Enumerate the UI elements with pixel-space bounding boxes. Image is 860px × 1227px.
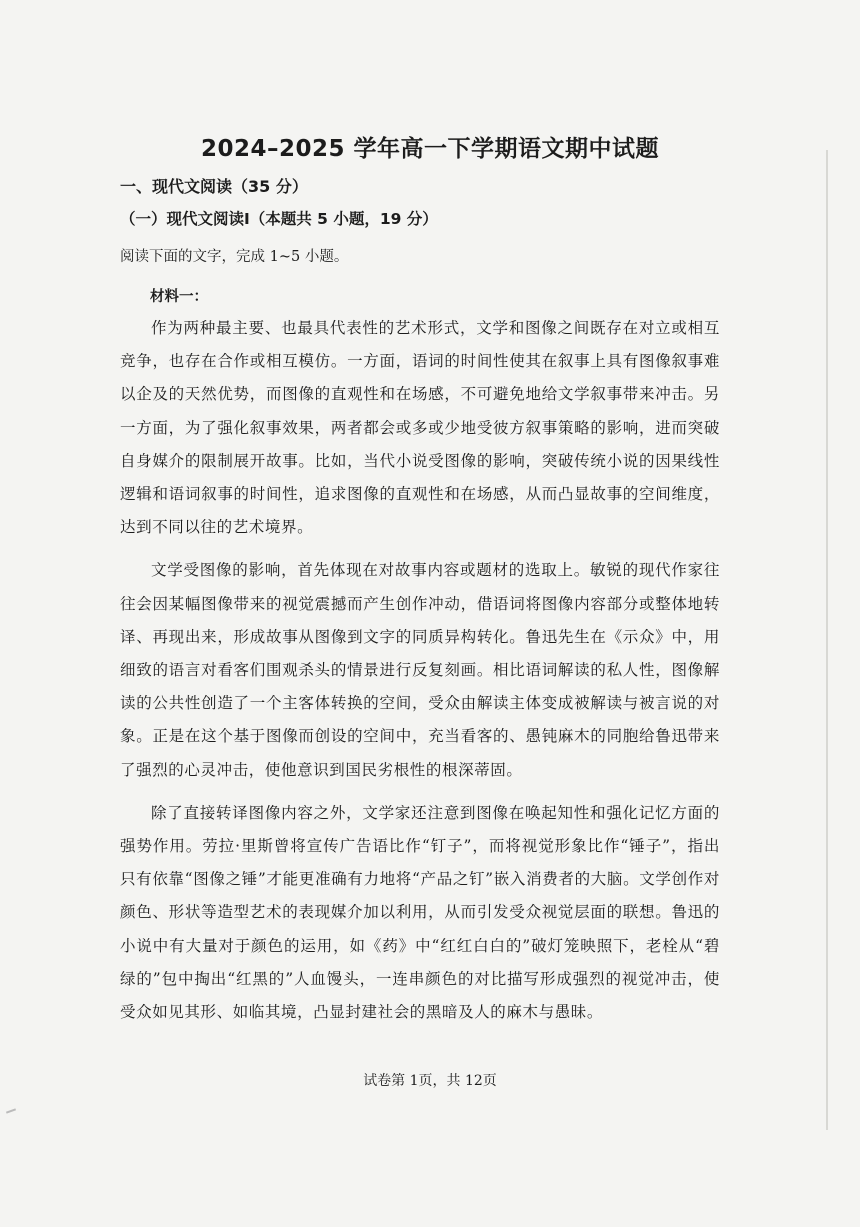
paragraph: 作为两种最主要、也最具代表性的艺术形式，文学和图像之间既存在对立或相互竞争，也存在合作或相互模仿。一方面，语词的时间性使其在叙事上具有图像叙事难以企及的天然优势，而图像的直观性和在场感，不可避免地给文学叙事带来冲击。另一方面，为了强化叙事效果，两者都会或多或少地受彼方叙事策略的影响，进而突破自身媒介的限制展开故事。比如，当代小说受图像的影响，突破传统小说的因果线性逻辑和语词叙事的时间性，追求图像的直观性和在场感，从而凸显故事的空间维度，达到不同以往的艺术境界。: [120, 319, 720, 537]
section-heading: 一、现代文阅读（35 分）: [120, 177, 308, 196]
scan-mark: [6, 1108, 16, 1113]
material-label: 材料一：: [150, 289, 208, 305]
page-footer: 试卷第 1页，共 12页: [363, 1073, 497, 1089]
exam-title: 2024–2025 学年高一下学期语文期中试题: [200, 136, 660, 162]
paragraph: 文学受图像的影响，首先体现在对故事内容或题材的选取上。敏锐的现代作家往往会因某幅图像带来的视觉震撼而产生创作冲动，借语词将图像内容部分或整体地转译、再现出来，形成故事从图像到文字的同质异构转化。鲁迅先生在《示众》中，用细致的语言对看客们围观杀头的情景进行反复刻画。相比语词解读的私人性，图像解读的公共性创造了一个主客体转换的空间，受众由解读主体变成被解读与被言说的对象。正是在这个基于图像而创设的空间中，充当看客的、愚钝麻木的同胞给鲁迅带来了强烈的心灵冲击，使他意识到国民劣根性的根深蒂固。: [120, 561, 720, 779]
paragraph: 除了直接转译图像内容之外，文学家还注意到图像在唤起知性和强化记忆方面的强势作用。劳拉·里斯曾将宣传广告语比作“钉子”，而将视觉形象比作“锤子”，指出只有依靠“图像之锤”才能更准确有力地将“产品之钉”嵌入消费者的大脑。文学创作对颜色、形状等造型艺术的表现媒介加以利用，从而引发受众视觉层面的联想。鲁迅的小说中有大量对于颜色的运用，如《药》中“红红白白的”破灯笼映照下，老栓从“碧绿的”包中掏出“红黑的”人血馒头，一连串颜色的对比描写形成强烈的视觉冲击，使受众如见其形、如临其境，凸显封建社会的黑暗及人的麻木与愚昧。: [120, 803, 720, 1022]
scan-edge-line: [826, 150, 828, 1130]
reading-instruction: 阅读下面的文字，完成 1~5 小题。: [120, 249, 349, 265]
subsection-heading: （一）现代文阅读Ⅰ（本题共 5 小题，19 分）: [120, 210, 438, 228]
article-body: [120, 312, 720, 1039]
